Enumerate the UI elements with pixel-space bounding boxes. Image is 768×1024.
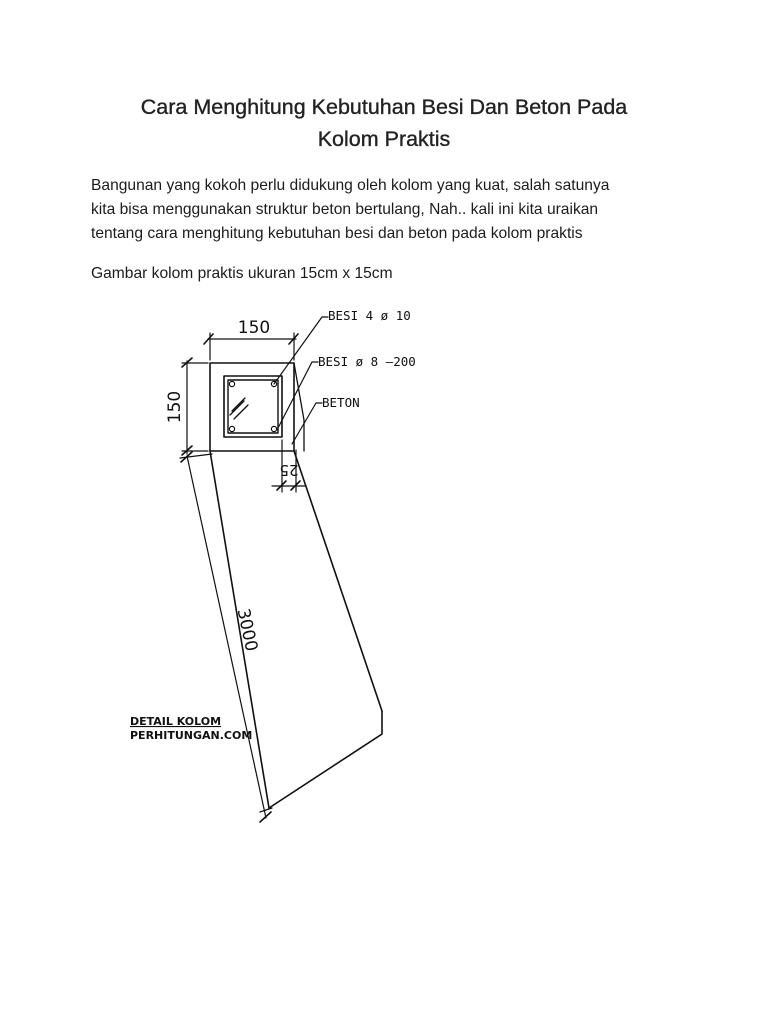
label-besi-phi-8-200: BESI ø 8 –200: [318, 354, 416, 369]
title-line-2: Kolom Praktis: [317, 127, 451, 151]
column-bottom-edge: [269, 711, 382, 808]
stirrup-inner: [228, 380, 278, 433]
intro-line-1: Bangunan yang kokoh perlu didukung oleh kolom yang kuat, salah satunya: [91, 177, 610, 194]
dim-height-line: [182, 361, 208, 454]
label-besi-4-phi-10: BESI 4 ø 10: [328, 308, 411, 323]
label-beton: BETON: [322, 395, 360, 410]
column-right-edge: [294, 451, 382, 711]
credit-perhitungan-com: PERHITUNGAN.COM: [130, 729, 253, 742]
intro-line-2: kita bisa menggunakan struktur beton bertulang, Nah.. kali ini kita uraikan: [91, 201, 599, 218]
stirrup-hook: [230, 398, 248, 419]
leader-concrete: [292, 403, 322, 444]
credit-detail-kolom: DETAIL KOLOM: [130, 715, 222, 728]
intro-line-3: tentang cara menghitung kebutuhan besi dan beton pada kolom praktis: [91, 225, 583, 242]
dim-150-width: 150: [237, 318, 271, 338]
rebar-dot: [229, 381, 234, 386]
dim-25-cover: 25: [279, 461, 299, 479]
leader-main-rebar: [274, 317, 328, 384]
title-line-1: Cara Menghitung Kebutuhan Besi Dan Beton Pada: [140, 95, 628, 119]
stirrup-outer: [224, 376, 282, 437]
rebar-dot: [271, 426, 276, 431]
dim-150-height: 150: [165, 390, 185, 424]
figure-caption: Gambar kolom praktis ukuran 15cm x 15cm: [91, 265, 393, 282]
dim-3000-length: 3000: [232, 606, 262, 654]
rebar-dot: [229, 426, 234, 431]
